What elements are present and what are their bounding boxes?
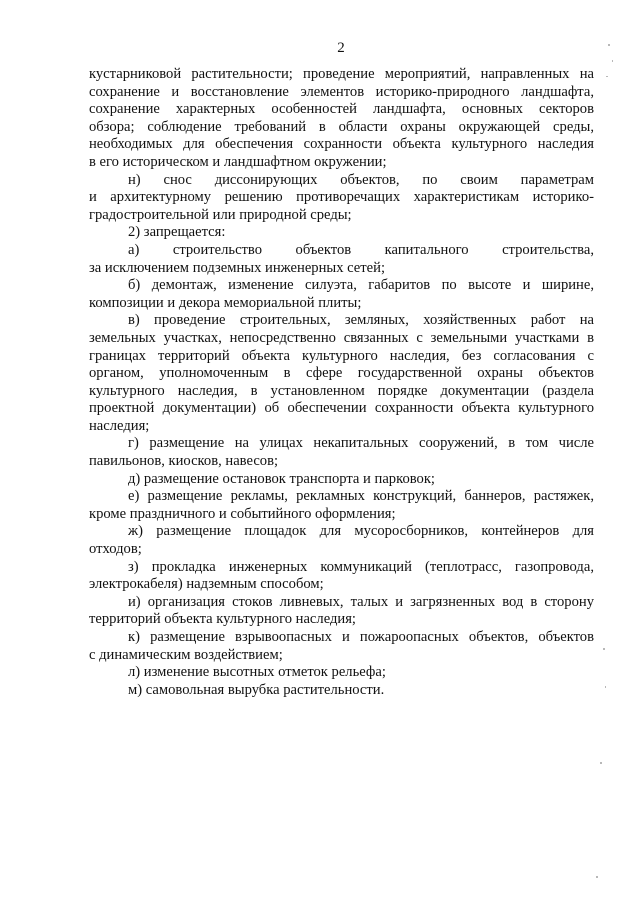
text-line: з) прокладка инженерных коммуникаций (теплотрасс, газопровода, bbox=[128, 558, 594, 575]
text-line: е) размещение рекламы, рекламных конструкций, баннеров, растяжек, bbox=[128, 488, 594, 505]
text-line: проектной документации) об обеспечении сохранности объекта культурного bbox=[89, 400, 594, 417]
text-line: л) изменение высотных отметок рельефа; bbox=[128, 664, 386, 681]
text-line: органом, уполномоченным в сфере государственной охраны объектов bbox=[89, 365, 594, 382]
text-line: павильонов, киосков, навесов; bbox=[89, 453, 279, 470]
text-line: б) демонтаж, изменение силуэта, габаритов по высоте и ширине, bbox=[128, 277, 594, 294]
page-number: 2 bbox=[337, 40, 345, 56]
text-line: территорий объекта культурного наследия; bbox=[89, 611, 356, 628]
text-line: в его историческом и ландшафтном окружении; bbox=[89, 153, 387, 170]
text-line: сохранение характерных особенностей ландшафта, основных секторов bbox=[89, 101, 594, 118]
text-line: к) размещение взрывоопасных и пожароопасных объектов, объектов bbox=[128, 629, 594, 645]
text-line: г) размещение на улицах некапитальных сооружений, в том числе bbox=[128, 435, 594, 452]
text-line: д) размещение остановок транспорта и парковок; bbox=[128, 470, 435, 487]
text-line: м) самовольная вырубка растительности. bbox=[128, 681, 385, 698]
text-line: с динамическим воздействием; bbox=[89, 646, 283, 663]
scan-speck bbox=[605, 686, 606, 688]
text-line: сохранение и восстановление элементов историко-природного ландшафта, bbox=[89, 83, 594, 100]
text-line: ж) размещение площадок для мусоросборников, контейнеров для bbox=[128, 523, 594, 540]
text-line: отходов; bbox=[89, 541, 142, 558]
text-line: композиции и декора мемориальной плиты; bbox=[89, 294, 362, 311]
scan-speck bbox=[606, 76, 608, 77]
text-line: и) организация стоков ливневых, талых и загрязненных вод в сторону bbox=[128, 593, 594, 610]
text-line: за исключением подземных инженерных сетей; bbox=[89, 259, 386, 276]
text-line: культурного наследия, в установленном порядке документации (раздела bbox=[89, 382, 594, 399]
text-line: земельных участках, непосредственно связанных с земельными участками в bbox=[89, 329, 594, 346]
text-line: 2) запрещается: bbox=[128, 224, 226, 241]
text-line: обзора; соблюдение требований в области охраны окружающей среды, bbox=[89, 118, 594, 135]
scan-speck bbox=[612, 60, 613, 62]
text-line: а) строительство объектов капитального строительства, bbox=[128, 241, 594, 258]
document-body bbox=[89, 66, 594, 699]
text-line: градостроительной или природной среды; bbox=[89, 206, 352, 223]
text-line: наследия; bbox=[89, 417, 150, 434]
text-line: кроме праздничного и событийного оформления; bbox=[89, 505, 396, 522]
text-line: границах территорий объекта культурного наследия, без согласования с bbox=[89, 347, 594, 364]
text-line: кустарниковой растительности; проведение мероприятий, направленных на bbox=[89, 66, 594, 82]
text-line: в) проведение строительных, земляных, хозяйственных работ на bbox=[128, 312, 594, 329]
scan-speck bbox=[608, 44, 610, 46]
text-line: электрокабеля) надземным способом; bbox=[89, 576, 324, 593]
text-line: и архитектурному решению противоречащих характеристикам историко- bbox=[89, 189, 594, 206]
scan-speck bbox=[596, 876, 598, 878]
text-line: необходимых для обеспечения сохранности объекта культурного наследия bbox=[89, 136, 594, 153]
text-line: н) снос диссонирующих объектов, по своим параметрам bbox=[128, 171, 594, 188]
scan-speck bbox=[603, 648, 605, 650]
scan-speck bbox=[600, 762, 602, 764]
